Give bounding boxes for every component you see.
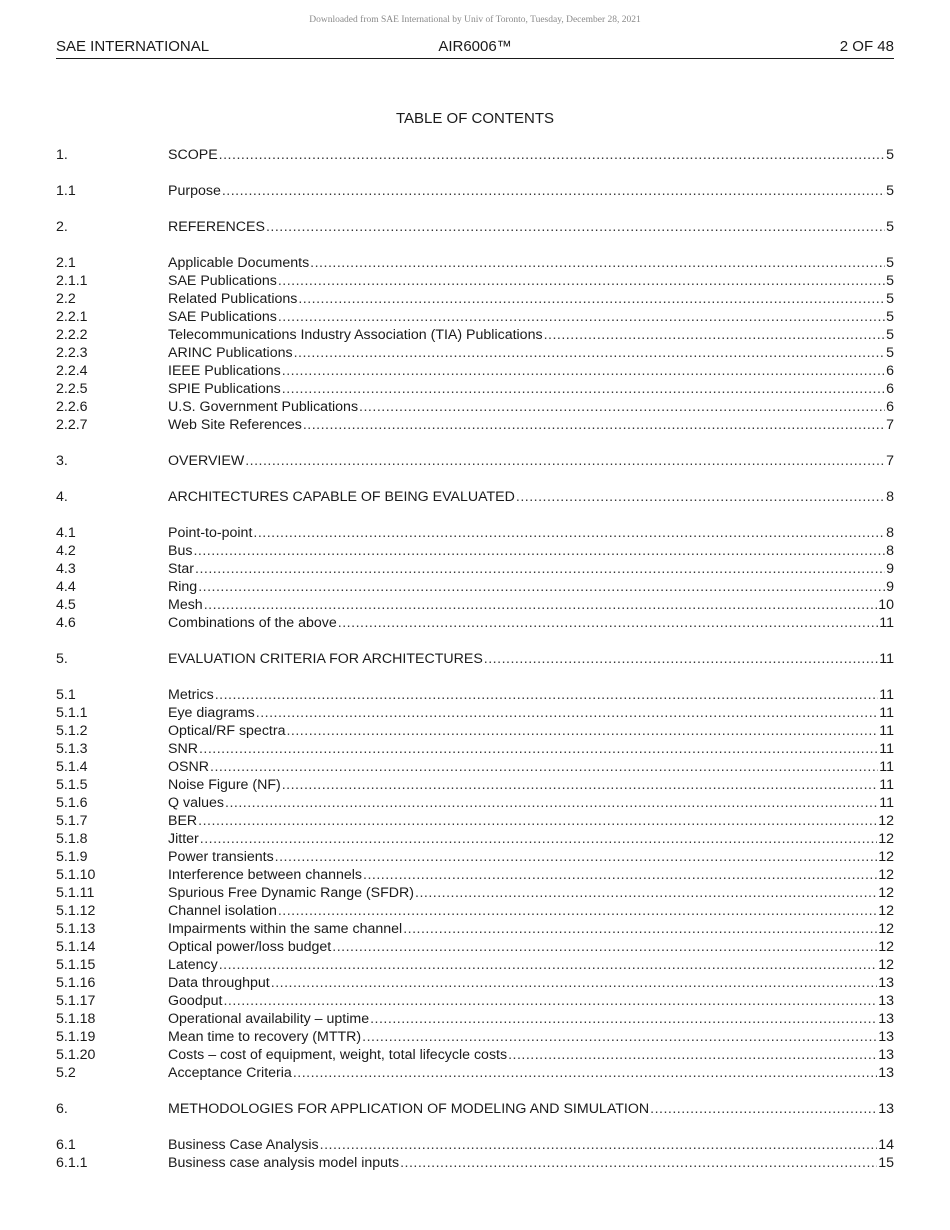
toc-entry-title: Applicable Documents [168, 255, 310, 271]
toc-dot-leader [650, 1100, 877, 1118]
toc-entry-title: U.S. Government Publications [168, 399, 359, 415]
toc-entry-page: 12 [878, 849, 894, 865]
toc-entry-page: 13 [878, 993, 894, 1009]
toc-entry[interactable] [56, 704, 894, 722]
toc-entry-title: Acceptance Criteria [168, 1065, 292, 1081]
toc-dot-leader [278, 272, 885, 290]
toc-entry[interactable] [56, 416, 894, 434]
toc-entry[interactable] [56, 848, 894, 866]
toc-entry-number: 2. [56, 219, 68, 235]
toc-entry-number: 4.2 [56, 543, 76, 559]
toc-entry-title: Business Case Analysis [168, 1137, 319, 1153]
toc-entry[interactable] [56, 326, 894, 344]
toc-dot-leader [293, 1064, 877, 1082]
toc-entry-number: 5.1.16 [56, 975, 96, 991]
toc-entry-title: Power transients [168, 849, 274, 865]
toc-entry-page: 13 [878, 1065, 894, 1081]
toc-entry-page: 14 [878, 1137, 894, 1153]
toc-dot-leader [271, 974, 877, 992]
toc-entry-page: 5 [886, 183, 894, 199]
toc-entry-number: 2.2.6 [56, 399, 88, 415]
toc-dot-leader [359, 398, 885, 416]
toc-entry-title: Goodput [168, 993, 223, 1009]
toc-entry-page: 5 [886, 219, 894, 235]
toc-entry-page: 8 [886, 489, 894, 505]
toc-entry-title: Bus [168, 543, 193, 559]
toc-entry-title: Metrics [168, 687, 214, 703]
toc-entry-page: 5 [886, 147, 894, 163]
toc-entry[interactable] [56, 794, 894, 812]
toc-entry[interactable] [56, 722, 894, 740]
toc-entry-title: SNR [168, 741, 198, 757]
toc-entry-page: 13 [878, 1029, 894, 1045]
toc-entry-title: Jitter [168, 831, 199, 847]
toc-entry[interactable] [56, 992, 894, 1010]
toc-entry[interactable] [56, 1028, 894, 1046]
toc-entry-number: 4.5 [56, 597, 76, 613]
toc-entry[interactable] [56, 578, 894, 596]
toc-dot-leader [282, 776, 879, 794]
toc-dot-leader [282, 380, 885, 398]
toc-entry-title: Latency [168, 957, 218, 973]
toc-entry[interactable] [56, 182, 894, 200]
toc-entry-number: 5.1.7 [56, 813, 88, 829]
toc-entry-title: SAE Publications [168, 273, 277, 289]
toc-entry-page: 11 [879, 723, 894, 739]
toc-entry-number: 5.1.18 [56, 1011, 96, 1027]
toc-entry-number: 5.1.9 [56, 849, 88, 865]
toc-entry[interactable] [56, 740, 894, 758]
toc-entry-page: 12 [878, 939, 894, 955]
table-of-contents [56, 146, 894, 1172]
toc-dot-leader [210, 758, 878, 776]
toc-entry[interactable] [56, 758, 894, 776]
toc-dot-leader [286, 722, 878, 740]
toc-entry[interactable] [56, 488, 894, 506]
toc-entry-page: 11 [879, 741, 894, 757]
toc-entry-title: Ring [168, 579, 198, 595]
toc-entry-page: 7 [886, 417, 894, 433]
toc-entry[interactable] [56, 614, 894, 632]
toc-entry[interactable] [56, 362, 894, 380]
toc-entry[interactable] [56, 596, 894, 614]
toc-entry-number: 5.1 [56, 687, 76, 703]
toc-entry-page: 5 [886, 255, 894, 271]
toc-dot-leader [198, 812, 877, 830]
toc-entry-page: 15 [878, 1155, 894, 1171]
toc-entry[interactable] [56, 884, 894, 902]
toc-entry-title: Spurious Free Dynamic Range (SFDR) [168, 885, 414, 901]
toc-entry-number: 5.1.19 [56, 1029, 96, 1045]
toc-entry[interactable] [56, 902, 894, 920]
toc-entry-title: OSNR [168, 759, 209, 775]
toc-entry-title: Interference between channels [168, 867, 363, 883]
toc-dot-leader [508, 1046, 877, 1064]
header-document-id: AIR6006™ [438, 38, 512, 55]
toc-dot-leader [310, 254, 885, 272]
toc-entry[interactable] [56, 938, 894, 956]
toc-entry-page: 12 [878, 813, 894, 829]
toc-entry-title: Telecommunications Industry Association (TIA) Publications [168, 327, 543, 343]
toc-entry-number: 4.6 [56, 615, 76, 631]
toc-entry-number: 6.1 [56, 1137, 76, 1153]
toc-dot-leader [338, 614, 878, 632]
toc-entry[interactable] [56, 812, 894, 830]
toc-entry-title: REFERENCES [168, 219, 265, 235]
toc-entry-number: 6. [56, 1101, 68, 1117]
toc-entry-number: 5. [56, 651, 68, 667]
toc-dot-leader [253, 524, 885, 542]
toc-dot-leader [245, 452, 885, 470]
toc-entry-page: 10 [878, 597, 894, 613]
toc-entry-number: 5.1.2 [56, 723, 88, 739]
toc-entry-page: 9 [886, 561, 894, 577]
toc-entry-page: 11 [879, 777, 894, 793]
toc-entry-number: 4. [56, 489, 68, 505]
toc-entry-page: 12 [878, 903, 894, 919]
toc-entry-number: 5.1.5 [56, 777, 88, 793]
toc-entry-page: 12 [878, 957, 894, 973]
toc-entry-number: 2.2.1 [56, 309, 88, 325]
toc-entry-number: 4.1 [56, 525, 76, 541]
toc-entry-page: 11 [879, 705, 894, 721]
toc-dot-leader [282, 362, 885, 380]
toc-entry-title: Related Publications [168, 291, 298, 307]
toc-entry-number: 6.1.1 [56, 1155, 88, 1171]
toc-entry[interactable] [56, 956, 894, 974]
toc-entry[interactable] [56, 1064, 894, 1082]
toc-entry-number: 1. [56, 147, 68, 163]
toc-entry-title: Eye diagrams [168, 705, 255, 721]
toc-entry-number: 2.2.4 [56, 363, 88, 379]
page-header [56, 38, 894, 59]
toc-dot-leader [370, 1010, 877, 1028]
toc-entry[interactable] [56, 560, 894, 578]
toc-entry-page: 7 [886, 453, 894, 469]
toc-entry-page: 5 [886, 273, 894, 289]
toc-entry-title: Optical power/loss budget [168, 939, 332, 955]
toc-entry-title: Impairments within the same channel [168, 921, 403, 937]
toc-dot-leader [219, 956, 878, 974]
toc-entry-page: 11 [879, 687, 894, 703]
toc-entry-page: 13 [878, 975, 894, 991]
toc-dot-leader [320, 1136, 878, 1154]
toc-entry[interactable] [56, 686, 894, 704]
toc-dot-leader [256, 704, 879, 722]
toc-entry[interactable] [56, 920, 894, 938]
toc-entry-title: Mean time to recovery (MTTR) [168, 1029, 362, 1045]
toc-entry-number: 5.1.14 [56, 939, 96, 955]
toc-entry-page: 13 [878, 1011, 894, 1027]
toc-entry-number: 5.1.20 [56, 1047, 96, 1063]
toc-dot-leader [193, 542, 885, 560]
toc-entry-page: 12 [878, 885, 894, 901]
toc-entry-number: 5.1.12 [56, 903, 96, 919]
toc-dot-leader [195, 560, 885, 578]
toc-entry[interactable] [56, 1046, 894, 1064]
toc-entry-page: 8 [886, 543, 894, 559]
toc-entry-title: SAE Publications [168, 309, 277, 325]
toc-entry-page: 6 [886, 363, 894, 379]
toc-dot-leader [363, 866, 877, 884]
toc-entry-title: Costs – cost of equipment, weight, total lifecycle costs [168, 1047, 508, 1063]
toc-dot-leader [278, 308, 885, 326]
toc-entry-page: 11 [879, 615, 894, 631]
toc-dot-leader [200, 830, 877, 848]
toc-dot-leader [415, 884, 877, 902]
toc-dot-leader [403, 920, 877, 938]
toc-entry[interactable] [56, 866, 894, 884]
toc-entry-page: 5 [886, 327, 894, 343]
toc-entry-number: 5.1.3 [56, 741, 88, 757]
toc-entry-number: 5.1.1 [56, 705, 88, 721]
toc-entry[interactable] [56, 524, 894, 542]
toc-entry-title: Data throughput [168, 975, 270, 991]
toc-entry[interactable] [56, 344, 894, 362]
toc-entry-title: SCOPE [168, 147, 218, 163]
toc-entry-title: METHODOLOGIES FOR APPLICATION OF MODELING AND SIMULATION [168, 1101, 650, 1117]
toc-entry[interactable] [56, 1136, 894, 1154]
toc-entry-number: 2.1.1 [56, 273, 88, 289]
toc-entry[interactable] [56, 272, 894, 290]
toc-dot-leader [303, 416, 885, 434]
toc-entry-page: 13 [878, 1047, 894, 1063]
toc-entry-page: 13 [878, 1101, 894, 1117]
toc-entry-title: BER [168, 813, 198, 829]
toc-entry-title: Q values [168, 795, 224, 811]
toc-entry-title: Star [168, 561, 195, 577]
toc-entry[interactable] [56, 1154, 894, 1172]
toc-dot-leader [215, 686, 879, 704]
toc-entry[interactable] [56, 146, 894, 164]
toc-entry-title: ARINC Publications [168, 345, 293, 361]
toc-dot-leader [544, 326, 886, 344]
toc-entry-number: 2.2.2 [56, 327, 88, 343]
toc-entry-number: 2.2 [56, 291, 76, 307]
toc-entry-title: EVALUATION CRITERIA FOR ARCHITECTURES [168, 651, 483, 667]
toc-entry-title: ARCHITECTURES CAPABLE OF BEING EVALUATED [168, 489, 515, 505]
toc-entry-number: 5.1.11 [56, 885, 95, 901]
toc-entry-number: 5.1.6 [56, 795, 88, 811]
toc-entry-title: Channel isolation [168, 903, 277, 919]
toc-entry-title: Combinations of the above [168, 615, 337, 631]
toc-entry-page: 11 [879, 759, 894, 775]
toc-entry-title: Web Site References [168, 417, 302, 433]
toc-dot-leader [275, 848, 878, 866]
toc-entry-page: 12 [878, 921, 894, 937]
toc-entry-page: 12 [878, 831, 894, 847]
toc-entry-number: 4.4 [56, 579, 76, 595]
toc-entry[interactable] [56, 290, 894, 308]
toc-entry[interactable] [56, 974, 894, 992]
toc-entry-number: 3. [56, 453, 68, 469]
toc-entry[interactable] [56, 1100, 894, 1118]
toc-heading: TABLE OF CONTENTS [395, 110, 555, 127]
toc-dot-leader [204, 596, 878, 614]
toc-entry-number: 5.1.15 [56, 957, 96, 973]
toc-entry-number: 4.3 [56, 561, 76, 577]
toc-entry-number: 1.1 [56, 183, 76, 199]
toc-entry[interactable] [56, 308, 894, 326]
toc-entry-number: 2.2.3 [56, 345, 88, 361]
toc-entry-title: Point-to-point [168, 525, 253, 541]
toc-dot-leader [516, 488, 885, 506]
toc-entry-page: 5 [886, 309, 894, 325]
toc-dot-leader [400, 1154, 877, 1172]
toc-dot-leader [225, 794, 878, 812]
toc-entry-page: 6 [886, 399, 894, 415]
toc-entry[interactable] [56, 380, 894, 398]
toc-entry-page: 12 [878, 867, 894, 883]
toc-entry-title: Optical/RF spectra [168, 723, 286, 739]
toc-dot-leader [362, 1028, 877, 1046]
toc-entry-title: Mesh [168, 597, 203, 613]
toc-entry-page: 5 [886, 345, 894, 361]
toc-entry-number: 5.1.10 [56, 867, 96, 883]
toc-entry[interactable] [56, 398, 894, 416]
toc-entry[interactable] [56, 776, 894, 794]
header-publisher: SAE INTERNATIONAL [56, 38, 210, 55]
toc-dot-leader [199, 740, 878, 758]
toc-entry-title: Noise Figure (NF) [168, 777, 281, 793]
toc-entry-number: 2.2.5 [56, 381, 88, 397]
toc-entry[interactable] [56, 452, 894, 470]
download-watermark: Downloaded from SAE International by Univ of Toronto, Tuesday, December 28, 2021 [309, 15, 641, 25]
toc-entry[interactable] [56, 254, 894, 272]
toc-dot-leader [266, 218, 885, 236]
toc-dot-leader [332, 938, 877, 956]
toc-entry-number: 5.2 [56, 1065, 76, 1081]
toc-entry[interactable] [56, 218, 894, 236]
toc-entry-number: 5.1.13 [56, 921, 96, 937]
toc-entry-title: IEEE Publications [168, 363, 281, 379]
toc-entry-title: Business case analysis model inputs [168, 1155, 400, 1171]
toc-dot-leader [278, 902, 877, 920]
toc-entry-page: 9 [886, 579, 894, 595]
toc-entry-number: 5.1.8 [56, 831, 88, 847]
toc-dot-leader [294, 344, 886, 362]
toc-entry-page: 11 [879, 651, 894, 667]
toc-entry-title: OVERVIEW [168, 453, 245, 469]
toc-dot-leader [222, 182, 885, 200]
toc-entry-page: 5 [886, 291, 894, 307]
toc-entry-page: 11 [879, 795, 894, 811]
toc-entry-title: Purpose [168, 183, 221, 199]
toc-entry-page: 6 [886, 381, 894, 397]
toc-entry[interactable] [56, 830, 894, 848]
toc-entry-number: 2.1 [56, 255, 76, 271]
toc-dot-leader [198, 578, 885, 596]
toc-entry-title: Operational availability – uptime [168, 1011, 370, 1027]
toc-entry[interactable] [56, 1010, 894, 1028]
toc-entry-number: 2.2.7 [56, 417, 88, 433]
toc-dot-leader [484, 650, 878, 668]
toc-entry-number: 5.1.4 [56, 759, 88, 775]
toc-entry-title: SPIE Publications [168, 381, 281, 397]
toc-entry-page: 8 [886, 525, 894, 541]
toc-entry[interactable] [56, 542, 894, 560]
toc-entry[interactable] [56, 650, 894, 668]
toc-dot-leader [219, 146, 885, 164]
toc-dot-leader [298, 290, 885, 308]
toc-dot-leader [223, 992, 877, 1010]
header-page-number: 2 OF 48 [839, 38, 894, 55]
toc-entry-number: 5.1.17 [56, 993, 96, 1009]
